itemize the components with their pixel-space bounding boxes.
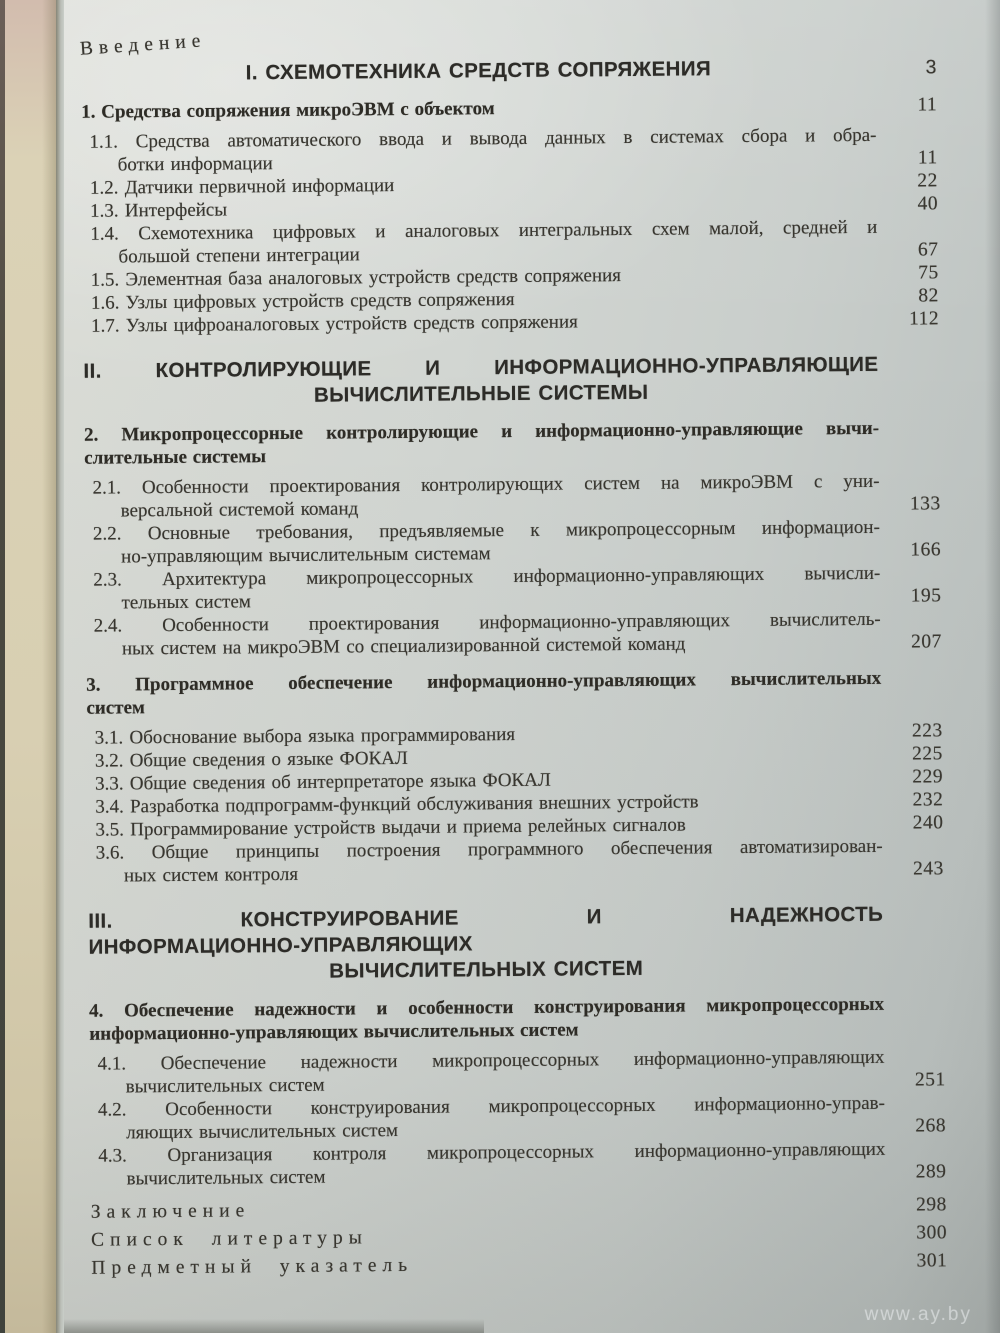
toc-line-text: 4. Обеспечение надежности и особенности конструирования микропроцессорных [88, 993, 885, 1022]
toc-entry [88, 901, 948, 986]
toc-line [81, 93, 940, 123]
toc-entry [89, 992, 948, 1045]
toc-line-text: систем [86, 697, 146, 719]
toc-entry [82, 215, 941, 268]
toc-line-text: 4.3. Организация контроля микропроцессорных информационно-управляющих [98, 1138, 886, 1167]
page-number: 232 [912, 789, 944, 811]
toc-line-text: ляющих вычислительных систем [126, 1120, 399, 1144]
toc-line-text: 3.5. Программирование устройств выдачи и приема релейных сигналов [95, 814, 686, 841]
toc-entry [81, 123, 940, 176]
book-spine-edge [5, 0, 56, 1333]
toc-line-text: 3.1. Обоснование выбора языка программирования [94, 724, 516, 749]
toc-line-text: версальной системой команд [120, 498, 359, 522]
toc-line-text: но-управляющим вычислительным системам [121, 543, 491, 568]
toc-entry [84, 416, 943, 469]
toc-line-text: 2.2. Основные требования, предъявляемые к микропроцессорным информацион- [92, 516, 880, 545]
toc-line-text: 4.1. Обеспечение надежности микропроцессорных информационно-управляющих [97, 1046, 885, 1075]
toc-line-text: 2.3. Архитектура микропроцессорных информационно-управляющих вычисли- [93, 562, 881, 591]
toc-line-text: ВЫЧИСЛИТЕЛЬНЫЕ СИСТЕМЫ [313, 380, 649, 407]
page-number: 251 [914, 1069, 946, 1091]
toc-entry [84, 469, 943, 522]
page-number: 240 [912, 812, 944, 834]
toc-line-text: 1.5. Элементная база аналоговых устройств средств сопряжения [90, 265, 622, 291]
toc-line-text: 3.2. Общие сведения о языке ФОКАЛ [94, 747, 408, 772]
toc-line-text: ных систем контроля [123, 863, 299, 887]
page-number: 82 [918, 285, 939, 307]
toc-line-text: ВЫЧИСЛИТЕЛЬНЫХ СИСТЕМ [329, 956, 644, 983]
toc-line-text: 1. Средства сопряжения микроЭВМ с объектом [81, 98, 495, 123]
toc-line-text: 1.2. Датчики первичной информации [89, 175, 395, 199]
page-number: 243 [913, 858, 944, 880]
toc-line-text: Предметный указатель [91, 1254, 414, 1279]
page-number: 289 [915, 1161, 947, 1183]
toc-line [79, 0, 938, 62]
page-number: 22 [917, 170, 938, 192]
toc-line-text: ИНФОРМАЦИОННО-УПРАВЛЯЮЩИХ [88, 932, 473, 959]
toc-line-text: 1.4. Схемотехника цифровых и аналоговых интегральных схем малой, средней и [90, 216, 878, 245]
page-number: 225 [912, 743, 943, 765]
toc-line-text: 1.7. Узлы цифроаналоговых устройств средств сопряжения [91, 311, 578, 337]
toc-entry [83, 351, 942, 410]
toc-line-text: III. КОНСТРУИРОВАНИЕ И НАДЕЖНОСТЬ [88, 902, 884, 933]
page-number: 11 [917, 94, 938, 116]
toc-line-text: Введение [79, 30, 207, 60]
toc-line-text: I. СХЕМОТЕХНИКА СРЕДСТВ СОПРЯЖЕНИЯ [245, 57, 712, 85]
toc-line-text: Заключение [90, 1200, 251, 1223]
toc-line-text: 3.4. Разработка подпрограмм-функций обслуживания внешних устройств [95, 791, 699, 818]
page-number: 67 [917, 239, 939, 261]
toc-entry [88, 834, 947, 887]
page-number: 40 [917, 193, 939, 215]
page-number: 301 [916, 1250, 948, 1272]
table-of-contents [81, 30, 951, 1282]
book-page [64, 0, 1000, 1333]
toc-entry [90, 1091, 949, 1144]
toc-entry [85, 561, 944, 614]
toc-line-text: 3.6. Общие принципы построения программного обеспечения автоматизирован- [95, 835, 883, 864]
page-number: 133 [909, 493, 941, 515]
page-number: 195 [910, 585, 942, 607]
page-number: 112 [908, 308, 940, 330]
toc-line-text: II. КОНТРОЛИРУЮЩИЕ И ИНФОРМАЦИОННО-УПРАВЛЯЮЩИЕ [83, 352, 879, 383]
toc-line-text: ботки информации [117, 153, 273, 176]
toc-line-text: 1.6. Узлы цифровых устройств средств сопряжения [90, 288, 515, 314]
toc-entry [89, 1045, 948, 1098]
toc-line-text: информационно-управляющих вычислительных систем [89, 1019, 579, 1045]
toc-line-text: 2. Микропроцессорные контролирующие и информационно-управляющие вычи- [83, 417, 880, 446]
watermark: www.ay.by [864, 1304, 972, 1325]
page-number: 298 [915, 1194, 947, 1216]
toc-line-text: 3. Программное обеспечение информационно-управляющих вычислительных [86, 667, 882, 696]
toc-entry [81, 93, 940, 123]
page-number: 268 [915, 1115, 947, 1137]
toc-line-text: вычислительных систем [125, 1074, 325, 1098]
page-number: 75 [918, 262, 939, 284]
page-number: 11 [917, 147, 938, 169]
toc-entry [90, 1137, 949, 1190]
toc-line-text: тельных систем [121, 591, 251, 614]
page-number: 300 [916, 1222, 948, 1244]
page-number: 229 [912, 766, 944, 788]
toc-entry [85, 515, 944, 568]
toc-entry [86, 607, 945, 660]
toc-line-text: 3.3. Общие сведения об интерпретаторе языка ФОКАЛ [95, 769, 551, 795]
page-number: 166 [910, 539, 942, 561]
toc-line-text: 2.4. Особенности проектирования информационно-управляющих вычислитель- [93, 608, 881, 637]
toc-line-text: 1.1. Средства автоматического ввода и вывода данных в системах сбора и обра- [89, 124, 877, 153]
toc-line-text: 2.1. Особенности проектирования контролирующих систем на микроЭВМ с уни- [92, 470, 880, 499]
toc-line-text: 4.2. Особенности конструирования микропроцессорных информационно-управ- [97, 1092, 886, 1121]
toc-line-text: слительные системы [84, 446, 267, 469]
toc-line-text: Список литературы [90, 1227, 368, 1251]
page-number: 3 [925, 56, 937, 79]
toc-line-text: ных систем на микроЭВМ со специализированной системой команд [121, 633, 686, 660]
toc-line-text: 1.3. Интерфейсы [90, 199, 228, 222]
toc-line-text: вычислительных систем [126, 1166, 326, 1190]
toc-line-text: большой степени интеграции [118, 244, 360, 268]
page-number: 223 [911, 720, 943, 742]
toc-entry [86, 666, 945, 719]
page-number: 207 [911, 631, 942, 653]
page-seam-shadow [56, 0, 64, 1333]
